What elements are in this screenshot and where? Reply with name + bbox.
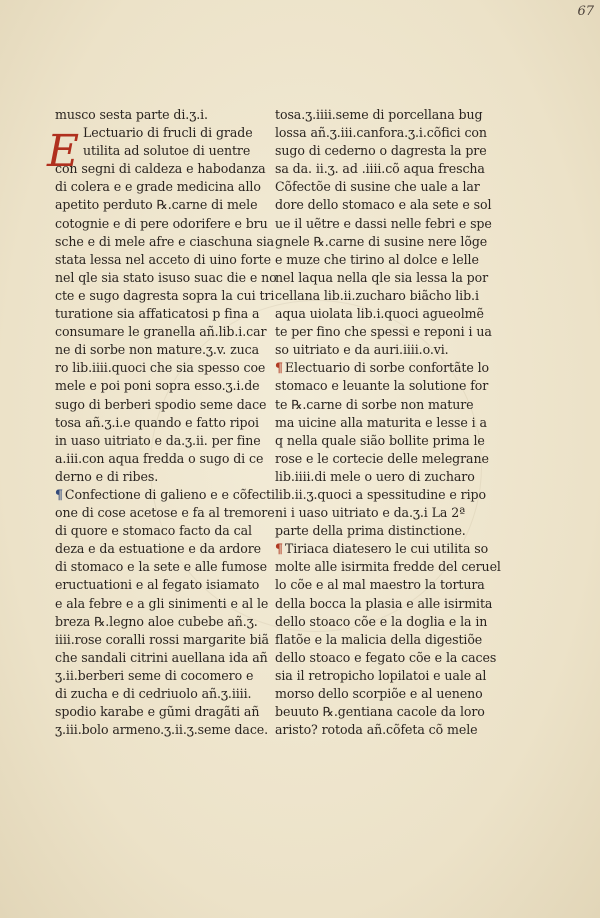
text-line: Tiriaca diatesero le cui utilita so xyxy=(284,541,489,557)
text-line: aqua uiolata lib.i.quoci agueolmẽ xyxy=(275,306,484,322)
text-line: aristo? rotoda añ.cõfeta cõ mele xyxy=(275,722,478,738)
text-line: nel qle sia stato isuso suac die e no xyxy=(55,269,277,285)
text-line: rose e le cortecie delle melegrane xyxy=(275,450,489,466)
text-line: lib.ii.ʒ.quoci a spessitudine e ripo xyxy=(275,486,486,502)
text-line: ni i uaso uitriato e da.ʒ.i La 2ª xyxy=(275,505,465,521)
text-line: sche e di mele afre e ciaschuna sia xyxy=(55,233,275,249)
paragraph-mark-icon: ¶ xyxy=(275,360,283,376)
text-line: parte della prima distinctione. xyxy=(275,523,466,539)
text-line: a.iii.con aqua fredda o sugo di ce xyxy=(55,450,264,466)
text-line: te ℞.carne di sorbe non mature xyxy=(275,396,474,412)
text-line: morso dello scorpiõe e al ueneno xyxy=(275,686,483,701)
paragraph-mark-icon: ¶ xyxy=(275,541,283,557)
text-line: stata lessa nel acceto di uino forte xyxy=(55,251,271,267)
red-initial: E xyxy=(47,126,80,177)
text-line: eructuationi e al fegato isiamato xyxy=(55,577,260,593)
text-line: deza e da estuatione e da ardore xyxy=(55,541,261,557)
text-line: di stomaco e la sete e alle fumose xyxy=(55,559,268,575)
text-line: flatõe e la malicia della digestiõe xyxy=(275,631,483,647)
text-line: gnele ℞.carne di susine nere lõge xyxy=(275,233,488,249)
text-line: e muze che tirino al dolce e lelle xyxy=(275,251,479,267)
paragraph-mark-icon: ¶ xyxy=(55,486,63,502)
text-line: lib.iiii.di mele o uero di zucharo xyxy=(275,468,475,484)
text-line: dello stoaco e fegato cõe e la caces xyxy=(275,649,497,665)
text-line: cotognie e di pere odorifere e bru xyxy=(55,215,268,231)
left-column xyxy=(47,106,277,739)
text-line: sia il retropicho lopilatoi e uale al xyxy=(275,667,487,683)
right-column xyxy=(275,106,501,739)
text-line: turatione sia affaticatosi p fina a xyxy=(55,306,260,322)
folio-number: 67 xyxy=(577,4,594,19)
text-line: tosa añ.ʒ.i.e quando e fatto ripoi xyxy=(55,414,259,430)
text-line: one di cose acetose e fa al tremore xyxy=(55,505,275,521)
text-line: cellana lib.ii.zucharo biãcho lib.i xyxy=(275,287,479,303)
text-line: sugo di berberi spodio seme dace xyxy=(55,396,267,412)
text-line: tosa.ʒ.iiii.seme di porcellana bug xyxy=(275,107,483,122)
text-line: di zucha e di cedriuolo añ.ʒ.iiii. xyxy=(55,686,252,701)
text-line: di colera e e grade medicina allo xyxy=(55,179,261,195)
text-line: che sandali citrini auellana ida añ xyxy=(55,649,268,665)
text-line: e ala febre e a gli sinimenti e al le xyxy=(55,595,269,611)
text-line: sa da. ii.ʒ. ad .iiii.cõ aqua frescha xyxy=(275,161,485,177)
text-line: stomaco e leuante la solutione for xyxy=(275,378,489,394)
text-line: dore dello stomaco e ala sete e sol xyxy=(275,197,492,213)
text-line: lo cõe e al mal maestro la tortura xyxy=(275,577,485,593)
text-line: molte alle isirmita fredde del ceruel xyxy=(275,559,501,575)
text-line: ne di sorbe non mature.ʒ.v. zuca xyxy=(55,342,259,358)
text-line: q nella quale sião bollite prima le xyxy=(275,432,485,448)
text-line: breza ℞.legno aloe cubebe añ.ʒ. xyxy=(55,613,258,629)
text-line: apetito perduto ℞.carne di mele xyxy=(55,197,258,213)
text-line: Lectuario di frucli di grade xyxy=(83,125,253,141)
text-line: spodio karabe e gũmi dragãti añ xyxy=(55,704,260,720)
text-line: utilita ad solutoe di uentre xyxy=(83,143,251,159)
text-line: nel laqua nella qle sia lessa la por xyxy=(275,269,489,285)
text-line: lossa añ.ʒ.iii.canfora.ʒ.i.cõfici con xyxy=(275,125,487,141)
text-line: te per fino che spessi e reponi i ua xyxy=(275,324,492,340)
text-line: ʒ.ii.berberi seme di cocomero e xyxy=(55,667,254,683)
text-line: ma uicine alla maturita e lesse i a xyxy=(275,414,487,430)
text-line: musco sesta parte di.ʒ.i. xyxy=(55,107,208,122)
text-line: Confectione di galieno e e cõfecti xyxy=(64,486,275,502)
text-line: iiii.rose coralli rossi margarite biã xyxy=(55,631,269,647)
text-line: ro lib.iiii.quoci che sia spesso coe xyxy=(55,360,266,376)
text-line: consumare le granella añ.lib.i.car xyxy=(55,324,267,340)
text-line: so uitriato e da auri.iiii.o.vi. xyxy=(275,342,449,358)
paragraph-start xyxy=(275,359,490,377)
text-line: ue il uẽtre e dassi nelle febri e spe xyxy=(275,215,492,231)
text-line: beuuto ℞.gentiana cacole da loro xyxy=(275,704,485,720)
text-line: in uaso uitriato e da.ʒ.ii. per fine xyxy=(55,432,261,448)
paragraph-start xyxy=(55,486,275,504)
text-line: con segni di caldeza e habodanza xyxy=(55,161,266,177)
text-line: mele e poi poni sopra esso.ʒ.i.de xyxy=(55,378,260,394)
text-line: cte e sugo dagresta sopra la cui tri xyxy=(55,287,275,303)
text-line: della bocca la plasia e alle isirmita xyxy=(275,595,493,611)
text-line: derno e di ribes. xyxy=(55,468,159,484)
text-line: dello stoaco cõe e la doglia e la in xyxy=(275,613,488,629)
paragraph-start xyxy=(275,540,489,558)
text-line: sugo di cederno o dagresta la pre xyxy=(275,143,487,159)
text-line: Electuario di sorbe confortãte lo xyxy=(284,360,490,376)
text-line: ʒ.iii.bolo armeno.ʒ.ii.ʒ.seme dace. xyxy=(55,722,269,738)
text-line: di quore e stomaco facto da cal xyxy=(55,523,252,539)
text-line: Cõfectõe di susine che uale a lar xyxy=(275,179,480,195)
